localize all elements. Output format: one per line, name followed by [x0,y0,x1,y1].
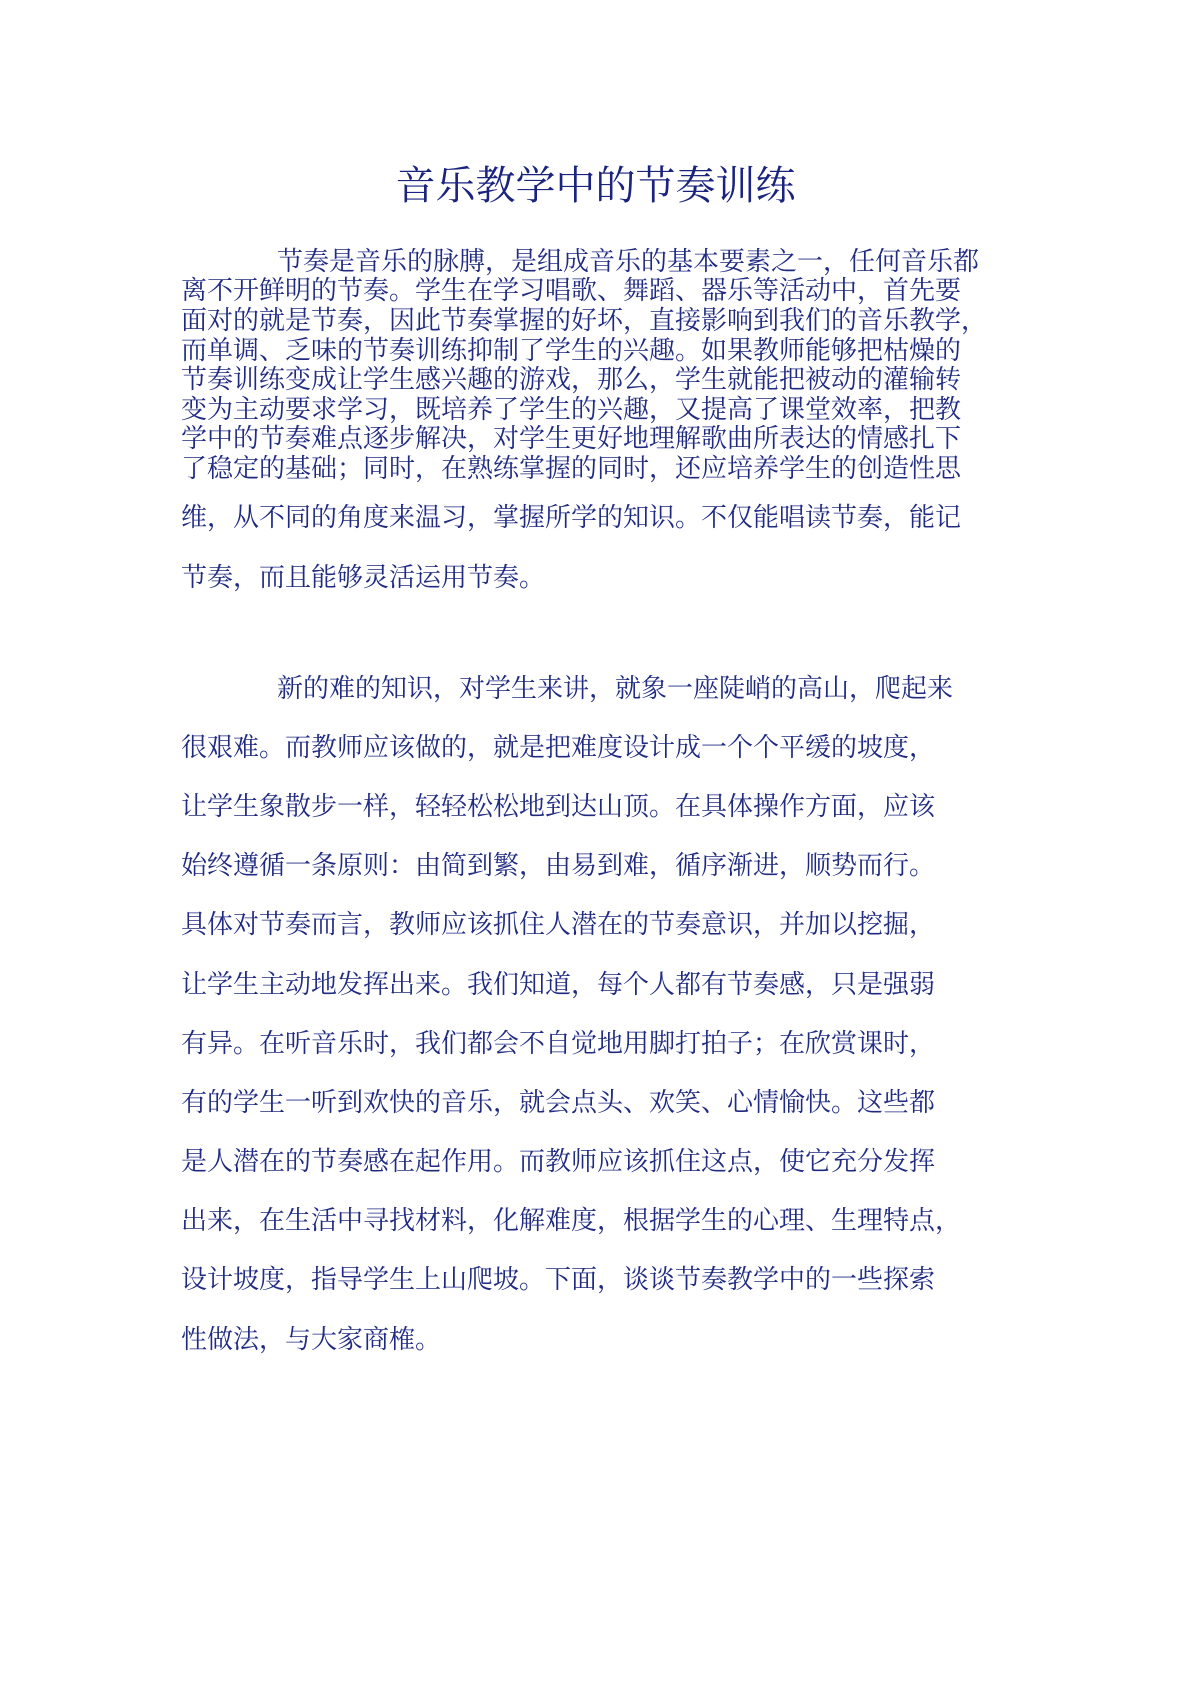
text-line: 有的学生一听到欢快的音乐，就会点头、欢笑、心情愉快。这些都 [181,1088,936,1118]
text-line: 始终遵循一条原则：由简到繁，由易到难，循序渐进，顺势而行。 [181,851,936,881]
text-line: 维，从不同的角度来温习，掌握所学的知识。不仅能唱读节奏，能记 [181,503,962,533]
text-line: 有异。在听音乐时，我们都会不自觉地用脚打拍子；在欣赏课时， [181,1029,936,1059]
text-line: 面对的就是节奏，因此节奏掌握的好坏，直接影响到我们的音乐教学， [181,306,988,336]
text-line: 学中的节奏难点逐步解决，对学生更好地理解歌曲所表达的情感扎下 [181,424,962,454]
text-line: 是人潜在的节奏感在起作用。而教师应该抓住这点，使它充分发挥 [181,1147,936,1177]
text-line: 离不开鲜明的节奏。学生在学习唱歌、舞蹈、器乐等活动中，首先要 [181,276,962,306]
text-line: 节奏训练变成让学生感兴趣的游戏，那么，学生就能把被动的灌输转 [181,365,962,395]
text-line: 新的难的知识，对学生来讲，就象一座陡峭的高山，爬起来 [277,674,954,704]
text-line: 出来，在生活中寻找材料，化解难度，根据学生的心理、生理特点， [181,1206,962,1236]
text-line: 性做法，与大家商榷。 [181,1325,442,1355]
text-line: 设计坡度，指导学生上山爬坡。下面，谈谈节奏教学中的一些探索 [181,1265,936,1295]
text-line: 变为主动要求学习，既培养了学生的兴趣，又提高了课堂效率，把教 [181,395,962,425]
text-line: 而单调、乏味的节奏训练抑制了学生的兴趣。如果教师能够把枯燥的 [181,336,962,366]
text-line: 很艰难。而教师应该做的，就是把难度设计成一个个平缓的坡度， [181,733,936,763]
text-line: 让学生主动地发挥出来。我们知道，每个人都有节奏感，只是强弱 [181,970,936,1000]
text-line: 节奏是音乐的脉膊，是组成音乐的基本要素之一，任何音乐都 [277,247,980,277]
document-title: 音乐教学中的节奏训练 [395,163,796,209]
text-line: 了稳定的基础；同时，在熟练掌握的同时，还应培养学生的创造性思 [181,454,962,484]
text-line: 节奏，而且能够灵活运用节奏。 [181,563,546,593]
text-line: 具体对节奏而言，教师应该抓住人潜在的节奏意识，并加以挖掘， [181,910,936,940]
text-line: 让学生象散步一样，轻轻松松地到达山顶。在具体操作方面，应该 [181,792,936,822]
